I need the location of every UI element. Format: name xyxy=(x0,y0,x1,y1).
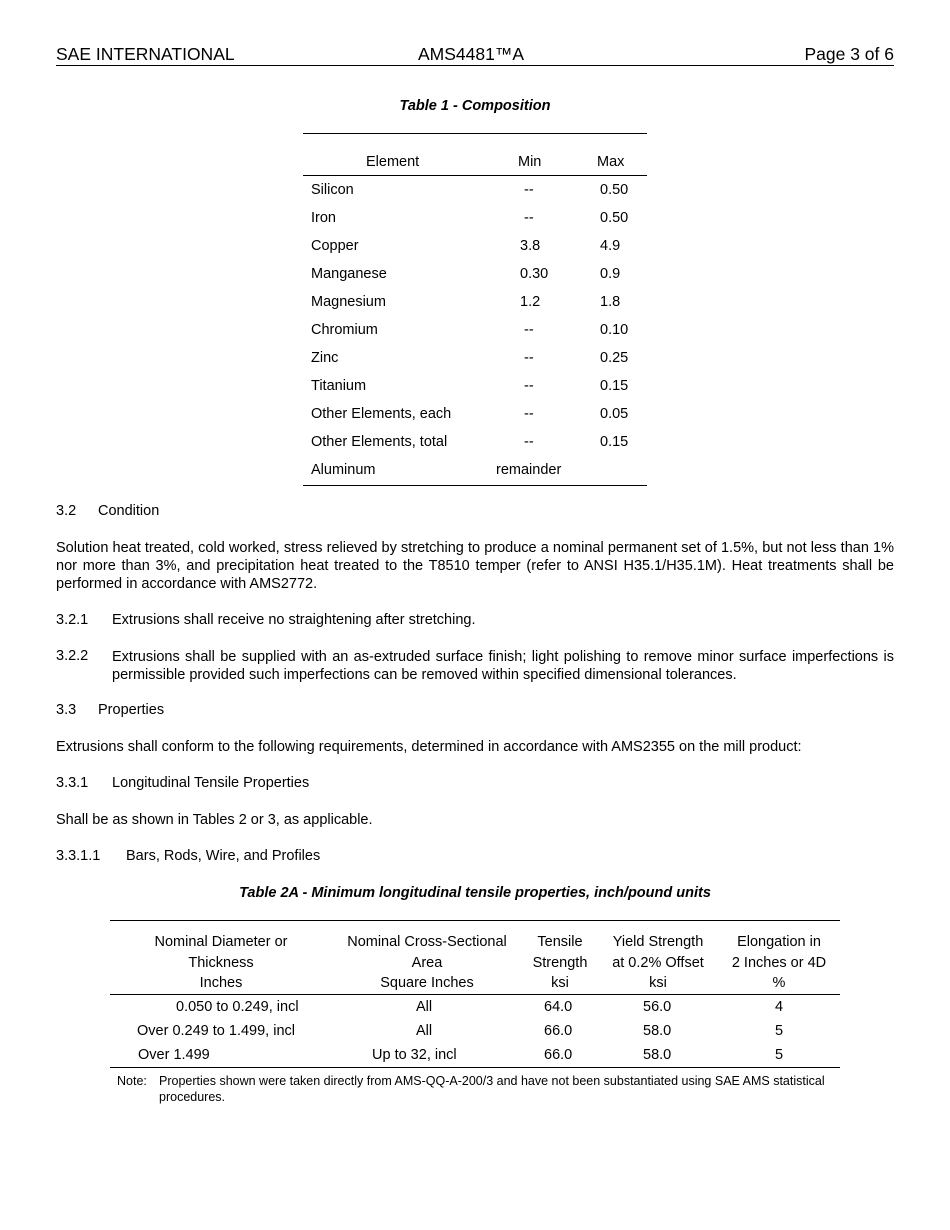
table-row xyxy=(303,428,647,456)
table1-cell-max: 0.50 xyxy=(600,182,629,198)
condition-paragraph: Solution heat treated, cold worked, stress relieved by stretching to produce a nominal permanent set of 1.5%, but not less than 1% nor more than 3%, and precipitation heat treated to the T8510 temper (refer to ANSI H35.1/H35.1M). Heat treatments shall be performed in accordance with AMS2772. xyxy=(56,540,894,592)
table1-header-row xyxy=(303,148,647,176)
table1-cell-element: Manganese xyxy=(311,266,387,282)
table2a-header-row xyxy=(110,921,840,995)
table1-cell-max: 0.9 xyxy=(600,266,621,282)
table-row xyxy=(303,204,647,232)
table2a-cell-thickness: Over 1.499 xyxy=(138,1047,210,1063)
properties-paragraph: Extrusions shall conform to the following requirements, determined in accordance with AMS2355 on the mill product: xyxy=(56,739,802,755)
section-text: Extrusions shall be supplied with an as-extruded surface finish; light polishing to remove minor surface imperfections is permissible provided such imperfections can be removed within specified dimensional tolerances. xyxy=(112,649,894,683)
section-number: 3.3.1 xyxy=(56,775,89,791)
header-line: Nominal Cross-Sectional xyxy=(347,934,507,950)
section-number: 3.2.1 xyxy=(56,612,89,628)
table-row xyxy=(303,456,647,485)
table2a-col-tensile xyxy=(522,932,598,994)
table2a-caption: Table 2A - Minimum longitudinal tensile properties, inch/pound units xyxy=(239,885,711,901)
table1-cell-min: -- xyxy=(524,182,534,198)
table2a-cell-yield: 58.0 xyxy=(643,1023,672,1039)
header-line: 2 Inches or 4D xyxy=(731,954,827,971)
header-page-number: Page 3 of 6 xyxy=(804,44,894,64)
table-row xyxy=(303,400,647,428)
header-line: Tensile xyxy=(537,934,583,950)
table1-cell-min: 0.30 xyxy=(520,266,549,282)
header-doc-id: AMS4481™A xyxy=(418,44,525,64)
table-row xyxy=(303,372,647,400)
header-line: Elongation in xyxy=(737,934,821,950)
section-title: Condition xyxy=(98,503,160,519)
table2a-cell-area: Up to 32, incl xyxy=(372,1047,457,1063)
table-row xyxy=(110,995,840,1019)
table2a-cell-tensile: 64.0 xyxy=(544,999,573,1015)
header-line: Inches xyxy=(199,975,243,991)
table2a-cell-yield: 56.0 xyxy=(643,999,672,1015)
table1-cell-min: -- xyxy=(524,322,534,338)
table1-cell-max: 0.15 xyxy=(600,434,629,450)
table1-cell-min: 1.2 xyxy=(520,294,541,310)
table1-col-max: Max xyxy=(597,154,625,170)
section-text: Extrusions shall receive no straightening after stretching. xyxy=(112,612,476,628)
tensile-properties-table xyxy=(110,920,840,1068)
table1-cell-element: Titanium xyxy=(311,378,367,394)
table1-cell-max: 0.50 xyxy=(600,210,629,226)
section-title: Properties xyxy=(98,702,165,718)
tensile-paragraph: Shall be as shown in Tables 2 or 3, as applicable. xyxy=(56,812,373,828)
table1-cell-max: 0.10 xyxy=(600,322,629,338)
table2a-cell-area: All xyxy=(416,999,433,1015)
table2a-cell-thickness: 0.050 to 0.249, incl xyxy=(176,999,299,1015)
table1-cell-min: -- xyxy=(524,434,534,450)
composition-table xyxy=(303,133,647,486)
table2a-cell-elongation: 5 xyxy=(775,1023,784,1039)
table1-cell-element: Iron xyxy=(311,210,336,226)
table2a-cell-tensile: 66.0 xyxy=(544,1023,573,1039)
table2a-cell-yield: 58.0 xyxy=(643,1047,672,1063)
table1-cell-element: Aluminum xyxy=(311,462,376,478)
table-row xyxy=(110,1019,840,1043)
table1-col-element: Element xyxy=(366,154,420,170)
section-number: 3.2.2 xyxy=(56,648,89,664)
table1-cell-element: Silicon xyxy=(311,182,354,198)
table2a-col-thickness xyxy=(130,932,312,994)
table1-col-min: Min xyxy=(518,154,542,170)
table1-cell-element: Copper xyxy=(311,238,359,254)
table2a-cell-area: All xyxy=(416,1023,433,1039)
table1-cell-min: -- xyxy=(524,406,534,422)
table2a-cell-tensile: 66.0 xyxy=(544,1047,573,1063)
table1-cell-max: 1.8 xyxy=(600,294,621,310)
table2a-cell-elongation: 5 xyxy=(775,1047,784,1063)
header-line: Square Inches xyxy=(380,975,474,991)
table1-cell-max: 0.25 xyxy=(600,350,629,366)
table1-caption: Table 1 - Composition xyxy=(399,98,551,114)
table2a-cell-elongation: 4 xyxy=(775,999,784,1015)
table1-cell-min: -- xyxy=(524,210,534,226)
table1-cell-max: 4.9 xyxy=(600,238,621,254)
section-number: 3.3 xyxy=(56,702,77,718)
section-number: 3.2 xyxy=(56,503,77,519)
header-line: Yield Strength xyxy=(612,934,704,950)
header-line: Area xyxy=(411,954,443,971)
table1-cell-element: Chromium xyxy=(311,322,378,338)
section-number: 3.3.1.1 xyxy=(56,848,101,864)
table2a-col-yield xyxy=(600,932,716,994)
table1-cell-element: Other Elements, each xyxy=(311,406,452,422)
note-label: Note: xyxy=(117,1074,147,1088)
table1-cell-max: 0.05 xyxy=(600,406,629,422)
table-row xyxy=(303,176,647,204)
section-title: Longitudinal Tensile Properties xyxy=(112,775,310,791)
table-row xyxy=(303,288,647,316)
page-header xyxy=(56,44,894,66)
table2a-cell-thickness: Over 0.249 to 1.499, incl xyxy=(137,1023,295,1039)
table1-cell-min: -- xyxy=(524,350,534,366)
header-line: Strength xyxy=(532,954,588,971)
table1-cell-min: -- xyxy=(524,378,534,394)
table1-cell-element: Magnesium xyxy=(311,294,386,310)
table-row xyxy=(303,344,647,372)
header-line: ksi xyxy=(649,975,667,991)
header-line: Thickness xyxy=(188,954,254,971)
header-line: % xyxy=(772,975,786,991)
table1-cell-element: Other Elements, total xyxy=(311,434,448,450)
table1-cell-max: 0.15 xyxy=(600,378,629,394)
table2a-col-area xyxy=(332,932,522,994)
header-line: at 0.2% Offset xyxy=(612,954,704,971)
table-row xyxy=(303,260,647,288)
header-org: SAE INTERNATIONAL xyxy=(56,44,235,64)
table-row xyxy=(303,232,647,260)
header-line: Nominal Diameter or xyxy=(154,934,288,950)
table1-cell-min: remainder xyxy=(496,462,562,478)
note-text: Properties shown were taken directly from AMS-QQ-A-200/3 and have not been substantiated using SAE AMS statistical procedures. xyxy=(159,1074,825,1104)
table-row xyxy=(303,316,647,344)
table1-cell-min: 3.8 xyxy=(520,238,541,254)
table2a-col-elongation xyxy=(720,932,838,994)
header-line: ksi xyxy=(551,975,569,991)
table-row xyxy=(110,1043,840,1067)
section-title: Bars, Rods, Wire, and Profiles xyxy=(126,848,321,864)
table1-cell-element: Zinc xyxy=(311,350,339,366)
